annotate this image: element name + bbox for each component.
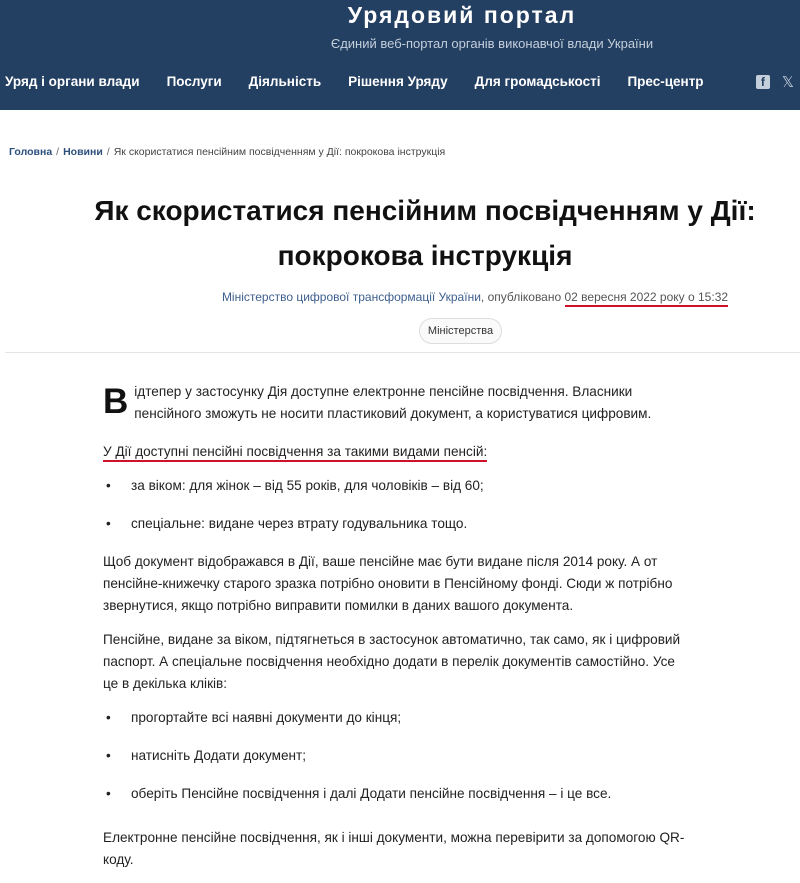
paragraph <box>103 441 688 463</box>
tag-ministries[interactable]: Міністерства <box>419 318 502 344</box>
steps-list <box>103 707 688 805</box>
breadcrumb-current: Як скористатися пенсійним посвідченням у Дії: покрокова інструкція <box>113 146 446 158</box>
list-item: • натисніть Додати документ; <box>103 745 688 767</box>
breadcrumb-home[interactable]: Головна <box>9 146 53 158</box>
publish-date: 02 вересня 2022 року о 15:32 <box>565 290 729 307</box>
list-item: • оберіть Пенсійне посвідчення і далі Додати пенсійне посвідчення – і це все. <box>103 783 688 805</box>
annotated-text: У Дії доступні пенсійні посвідчення за такими видами пенсій: <box>103 444 487 462</box>
paragraph: Щоб документ відображався в Дії, ваше пенсійне має бути видане після 2014 року. А от пенсійне-книжечку старого зразка потрібно оновити в Пенсійному фонді. Сюди ж потрібно звернутися, якщо потрібно виправити помилки в даних вашого документа. <box>103 554 673 613</box>
nav-services[interactable]: Послуги <box>166 74 222 89</box>
nav-activity[interactable]: Діяльність <box>248 74 322 89</box>
breadcrumb: Головна / Новини / Як скористатися пенсійним посвідченням у Дії: покрокова інструкція <box>9 146 446 158</box>
nav-government[interactable]: Уряд і органи влади <box>5 74 140 89</box>
nav-press[interactable]: Прес-центр <box>627 74 704 89</box>
published-label: , опубліковано <box>480 290 565 304</box>
title-line-2: покрокова інструкція <box>277 240 573 271</box>
breadcrumb-news[interactable]: Новини <box>63 146 103 158</box>
nav-decisions[interactable]: Рішення Уряду <box>348 74 448 89</box>
list-item: • за віком: для жінок – від 55 років, для чоловіків – від 60; <box>103 475 688 497</box>
tag-list <box>0 318 800 344</box>
divider <box>5 352 800 353</box>
page-title <box>0 188 800 278</box>
facebook-icon[interactable]: f <box>756 75 770 89</box>
paragraph: Електронне пенсійне посвідчення, як і інші документи, можна перевірити за допомогою QR-коду. <box>103 830 685 867</box>
main-nav <box>5 74 704 89</box>
paragraph <box>103 381 688 425</box>
site-subtitle: Єдиний веб-портал органів виконавчої влади України <box>330 36 654 51</box>
article-body <box>103 381 688 871</box>
author-link[interactable]: Міністерство цифрової трансформації України <box>221 290 481 304</box>
x-icon[interactable]: 𝕏 <box>781 74 794 91</box>
paragraph: Пенсійне, видане за віком, підтягнеться в застосунок автоматично, так само, як і цифровий паспорт. А спеціальне посвідчення необхідно додати в перелік документів самостійно. Усе це в декілька кліків: <box>103 632 681 691</box>
pension-types-list <box>103 475 688 535</box>
site-title[interactable]: Урядовий портал <box>347 2 577 28</box>
paragraph-text: ідтепер у застосунку Дія доступне електронне пенсійне посвідчення. Власники пенсійного зможуть не носити пластиковий документ, а користуватися цифровим. <box>134 384 652 421</box>
nav-public[interactable]: Для громадськості <box>474 74 601 89</box>
list-item: • прогортайте всі наявні документи до кінця; <box>103 707 688 729</box>
social-links <box>756 73 794 91</box>
site-header <box>0 0 800 110</box>
title-line-1: Як скористатися пенсійним посвідченням у Дії: <box>94 195 756 226</box>
article-meta <box>0 288 800 306</box>
drop-cap: В <box>103 382 129 421</box>
list-item: • спеціальне: видане через втрату годувальника тощо. <box>103 513 688 535</box>
